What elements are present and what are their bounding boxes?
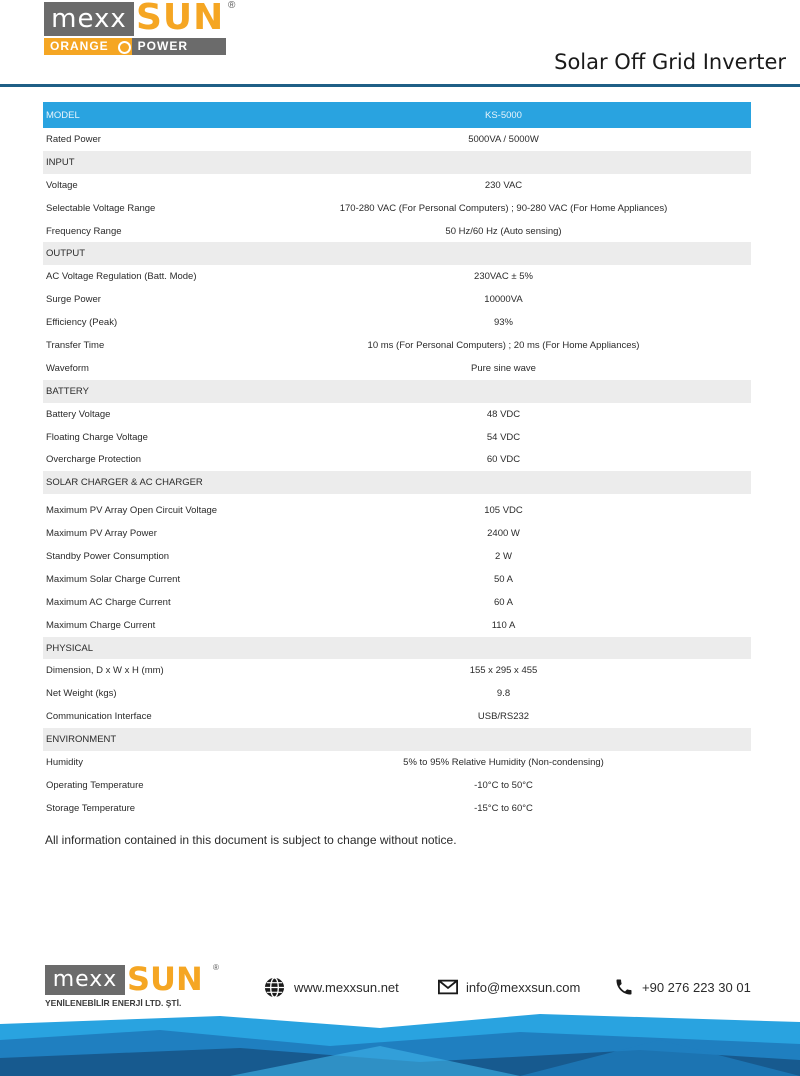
spec-label: Overcharge Protection [46, 454, 142, 466]
spec-table [43, 102, 751, 820]
spec-value: 93% [493, 317, 513, 329]
website-link[interactable]: www.mexxsun.net [294, 979, 399, 995]
footer-logo-sun: SUN [127, 960, 203, 998]
globe-icon [263, 976, 286, 999]
spec-label: Operating Temperature [46, 779, 144, 791]
table-row [43, 499, 751, 522]
footer-wave [0, 1010, 800, 1076]
section-header-row [43, 151, 751, 174]
spec-label: Efficiency (Peak) [46, 317, 118, 329]
section-label: INPUT [46, 156, 75, 168]
table-row [43, 591, 751, 614]
section-header-row [43, 380, 751, 403]
registered-mark: ® [228, 0, 236, 11]
spec-label: Frequency Range [46, 225, 122, 237]
table-row [43, 568, 751, 591]
section-label: BATTERY [46, 385, 89, 397]
spec-label: Rated Power [46, 133, 101, 145]
email-contact[interactable] [438, 975, 580, 999]
table-row [43, 426, 751, 449]
spec-value: 170-280 VAC (For Personal Computers) ; 90-280 VAC (For Home Appliances) [339, 202, 668, 214]
spec-rows [43, 128, 751, 820]
footer-registered-mark: ® [213, 963, 219, 972]
company-name: YENİLENEBİLİR ENERJİ LTD. ŞTİ. [45, 998, 182, 1008]
spec-label: Humidity [46, 756, 83, 768]
table-row [43, 659, 751, 682]
brand-tagline [44, 38, 226, 55]
phone-contact[interactable] [614, 975, 751, 999]
website-contact[interactable] [263, 975, 399, 999]
spec-value: 54 VDC [486, 431, 521, 443]
spec-label: Maximum PV Array Power [46, 528, 157, 540]
tagline-power: POWER [132, 38, 226, 55]
table-row [43, 311, 751, 334]
tagline-orange: ORANGE [44, 38, 115, 55]
table-row [43, 357, 751, 380]
spec-value: 60 VDC [486, 454, 521, 466]
brand-logo-sun: SUN [136, 0, 225, 38]
spec-label: Dimension, D x W x H (mm) [46, 665, 164, 677]
brand-logo-mexx: mexx [44, 2, 134, 36]
spec-value: 2400 W [487, 528, 520, 540]
spec-label: Voltage [46, 179, 78, 191]
spec-label: Selectable Voltage Range [46, 202, 156, 214]
footer-logo-mexx: mexx [45, 965, 125, 995]
table-row [43, 288, 751, 311]
phone-icon [614, 976, 634, 998]
power-icon [115, 38, 132, 55]
spec-value: 5000VA / 5000W [468, 133, 539, 145]
table-row [43, 522, 751, 545]
table-row [43, 334, 751, 357]
table-row [43, 448, 751, 471]
table-row [43, 128, 751, 151]
table-row [43, 220, 751, 243]
model-label: MODEL [46, 109, 80, 121]
spec-value: Pure sine wave [471, 362, 536, 374]
spec-label: Waveform [46, 362, 89, 374]
spec-value: 105 VDC [484, 505, 523, 517]
spec-value: 10 ms (For Personal Computers) ; 20 ms (For Home Appliances) [367, 339, 640, 351]
section-header-row [43, 728, 751, 751]
spec-label: Net Weight (kgs) [46, 688, 117, 700]
spec-value: USB/RS232 [477, 711, 530, 723]
spec-label: AC Voltage Regulation (Batt. Mode) [46, 271, 197, 283]
spec-label: Communication Interface [46, 711, 152, 723]
spec-label: Battery Voltage [46, 408, 111, 420]
spec-value: 48 VDC [486, 408, 521, 420]
model-value: KS-5000 [485, 109, 522, 121]
document-title: Solar Off Grid Inverter [554, 50, 786, 74]
section-header-row [43, 242, 751, 265]
spec-value: 155 x 295 x 455 [469, 665, 538, 677]
table-row [43, 197, 751, 220]
table-row [43, 705, 751, 728]
table-row [43, 774, 751, 797]
spec-label: Surge Power [46, 294, 101, 306]
table-row [43, 265, 751, 288]
disclaimer-notice: All information contained in this document is subject to change without notice. [45, 833, 457, 847]
spec-value: 50 A [493, 573, 514, 585]
section-label: SOLAR CHARGER & AC CHARGER [46, 477, 203, 489]
phone-number[interactable]: +90 276 223 30 01 [642, 979, 751, 995]
spec-value: 60 A [493, 596, 514, 608]
table-row [43, 403, 751, 426]
spec-label: Maximum Solar Charge Current [46, 573, 181, 585]
table-header-row [43, 102, 751, 128]
table-row [43, 614, 751, 637]
spec-label: Maximum PV Array Open Circuit Voltage [46, 505, 218, 517]
spec-label: Floating Charge Voltage [46, 431, 148, 443]
section-header-row [43, 637, 751, 660]
section-header-row [43, 471, 751, 494]
envelope-icon [438, 979, 458, 995]
spec-value: 50 Hz/60 Hz (Auto sensing) [445, 225, 562, 237]
spec-value: 5% to 95% Relative Humidity (Non-condensing) [403, 756, 604, 768]
spec-value: 230 VAC [484, 179, 523, 191]
table-row [43, 174, 751, 197]
table-row [43, 682, 751, 705]
spec-value: 110 A [491, 619, 516, 631]
spec-label: Maximum Charge Current [46, 619, 156, 631]
table-row [43, 797, 751, 820]
spec-value: 10000VA [484, 294, 523, 306]
spec-label: Standby Power Consumption [46, 550, 170, 562]
brand-logo [44, 2, 244, 56]
spec-value: 9.8 [496, 688, 511, 700]
spec-value: 230VAC ± 5% [474, 271, 533, 283]
spec-value: -15°C to 60°C [474, 802, 533, 814]
footer-logo [45, 961, 225, 1011]
spec-label: Maximum AC Charge Current [46, 596, 171, 608]
section-label: PHYSICAL [46, 642, 93, 654]
title-divider [0, 84, 800, 87]
table-row [43, 545, 751, 568]
spec-label: Transfer Time [46, 339, 105, 351]
spec-label: Storage Temperature [46, 802, 136, 814]
spec-value: -10°C to 50°C [474, 779, 533, 791]
section-label: OUTPUT [46, 248, 86, 260]
spec-value: 2 W [495, 550, 512, 562]
table-row [43, 751, 751, 774]
section-label: ENVIRONMENT [46, 734, 117, 746]
email-link[interactable]: info@mexxsun.com [466, 979, 581, 995]
